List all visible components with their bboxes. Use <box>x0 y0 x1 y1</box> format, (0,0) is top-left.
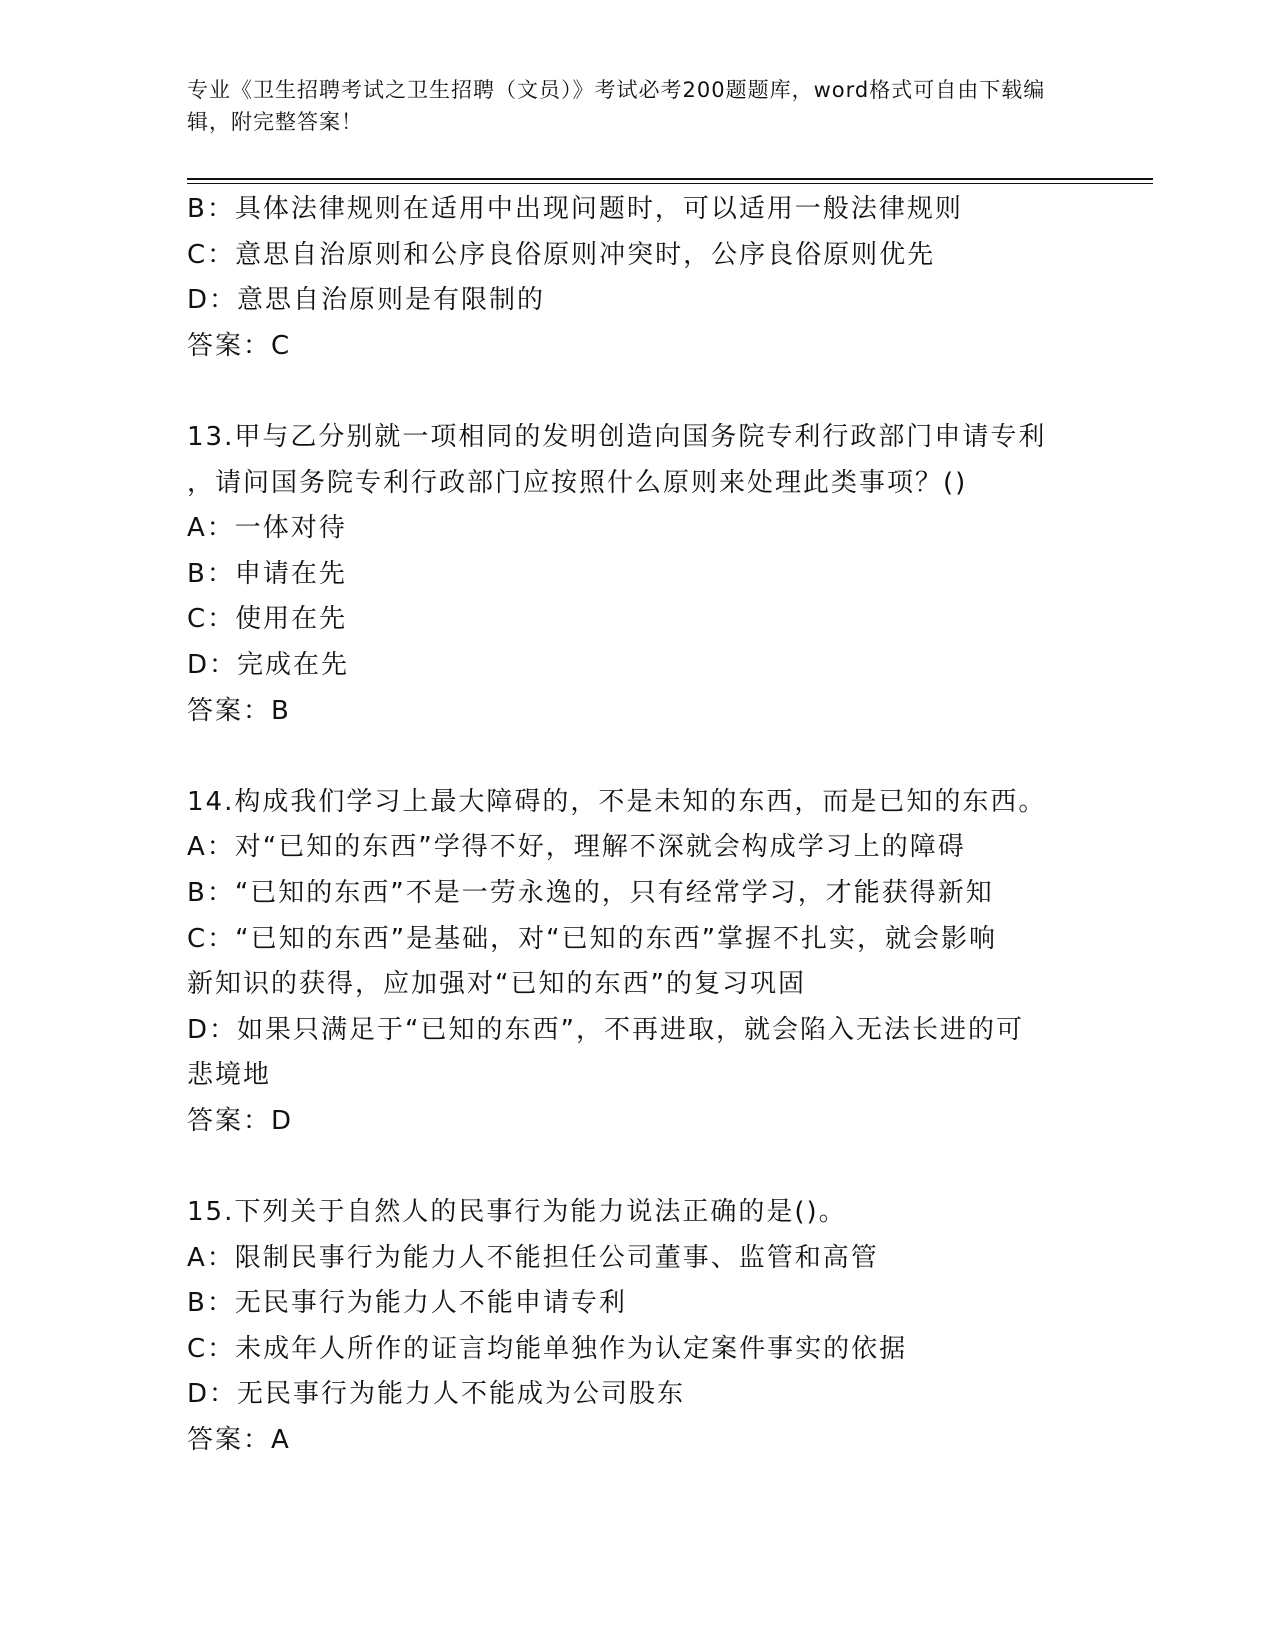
option-c: C：“已知的东西”是基础，对“已知的东西”掌握不扎实，就会影响 <box>187 923 998 954</box>
question-14 <box>187 780 1087 1145</box>
answer-line: 答案：A <box>187 1425 291 1456</box>
previous-question-tail <box>187 187 1087 369</box>
spacer <box>187 734 1087 780</box>
option-a: A：一体对待 <box>187 513 347 544</box>
option-d: D：如果只满足于“已知的东西”，不再进取，就会陷入无法长进的可 <box>187 1014 1024 1045</box>
option-d: D：完成在先 <box>187 649 350 680</box>
option-c-cont: 新知识的获得，应加强对“已知的东西”的复习巩固 <box>187 969 806 1000</box>
option-d: D：无民事行为能力人不能成为公司股东 <box>187 1379 686 1410</box>
option-c: C：使用在先 <box>187 604 348 635</box>
option-b: B：具体法律规则在适用中出现问题时，可以适用一般法律规则 <box>187 194 963 224</box>
option-c: C：未成年人所作的证言均能单独作为认定案件事实的依据 <box>187 1333 908 1364</box>
answer-line: 答案：C <box>187 330 292 361</box>
header-divider-thin <box>187 183 1153 184</box>
option-a: A：对“已知的东西”学得不好，理解不深就会构成学习上的障碍 <box>187 832 966 863</box>
question-stem: 14.构成我们学习上最大障碍的，不是未知的东西，而是已知的东西。 <box>187 786 1047 817</box>
document-header: 专业《卫生招聘考试之卫生招聘（文员）》考试必考200题题库，word格式可自由下载编辑，附完整答案！ <box>187 78 1046 134</box>
spacer <box>187 369 1087 415</box>
option-a: A：限制民事行为能力人不能担任公司董事、监管和高管 <box>187 1242 879 1273</box>
question-stem: 15.下列关于自然人的民事行为能力说法正确的是()。 <box>187 1197 847 1228</box>
option-b: B：申请在先 <box>187 558 347 589</box>
question-stem-cont: ，请问国务院专利行政部门应按照什么原则来处理此类事项？() <box>187 467 968 498</box>
option-d-cont: 悲境地 <box>187 1060 272 1091</box>
question-list <box>187 187 1087 1464</box>
option-d: D：意思自治原则是有限制的 <box>187 285 546 316</box>
header-divider-thick <box>187 178 1153 180</box>
option-b: B：无民事行为能力人不能申请专利 <box>187 1288 627 1319</box>
question-15 <box>187 1190 1087 1464</box>
answer-line: 答案：B <box>187 695 291 726</box>
option-b: B：“已知的东西”不是一劳永逸的，只有经常学习，才能获得新知 <box>187 877 994 908</box>
question-stem: 13.甲与乙分别就一项相同的发明创造向国务院专利行政部门申请专利 <box>187 421 1047 452</box>
question-13 <box>187 415 1087 734</box>
option-c: C：意思自治原则和公序良俗原则冲突时，公序良俗原则优先 <box>187 239 936 270</box>
spacer <box>187 1144 1087 1190</box>
answer-line: 答案：D <box>187 1105 294 1136</box>
